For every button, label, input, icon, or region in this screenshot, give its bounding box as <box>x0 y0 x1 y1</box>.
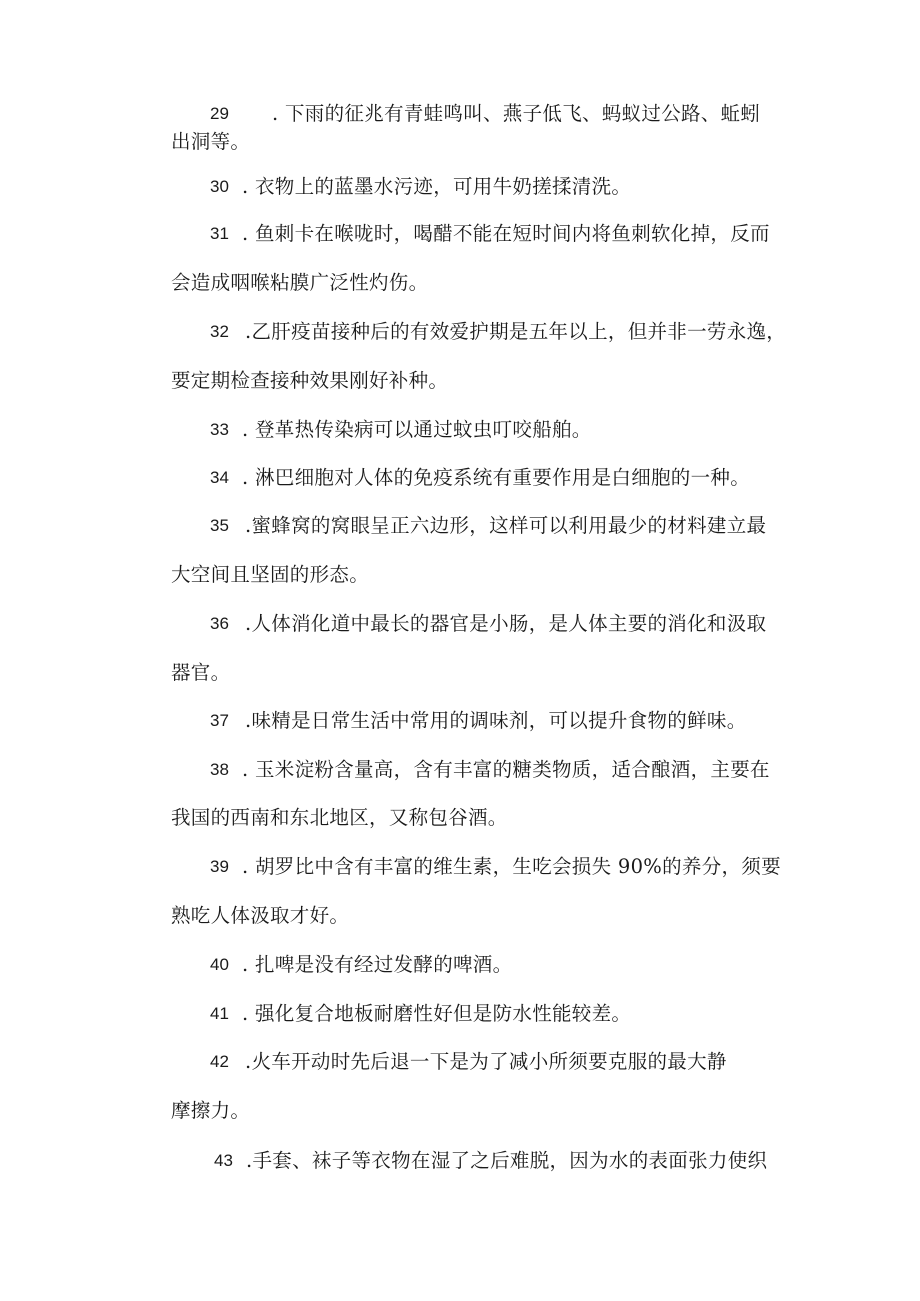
item-text: . 鱼刺卡在喉咙时，喝醋不能在短时间内将鱼刺软化掉，反而 <box>242 222 770 245</box>
item-number: 31 <box>210 224 229 243</box>
list-item <box>0 999 920 1029</box>
list-item <box>0 511 920 541</box>
item-continuation-line <box>0 1096 920 1126</box>
item-continuation: 要定期检查接种效果刚好补种。 <box>171 369 449 392</box>
item-number: 34 <box>210 468 229 487</box>
item-number: 35 <box>210 516 229 535</box>
item-text: . 淋巴细胞对人体的免疫系统有重要作用是白细胞的一种。 <box>242 466 750 489</box>
list-item <box>0 1047 920 1077</box>
item-text: .乙肝疫苗接种后的有效爱护期是五年以上，但并非一劳永逸， <box>245 320 787 343</box>
item-continuation: 熟吃人体汲取才好。 <box>171 904 350 927</box>
item-number: 33 <box>210 420 229 439</box>
list-item <box>0 852 920 882</box>
item-continuation: 会造成咽喉粘膜广泛性灼伤。 <box>171 271 429 294</box>
item-continuation: 大空间且坚固的形态。 <box>171 563 370 586</box>
item-text: . 胡罗比中含有丰富的维生素，生吃会损失 90%的养分，须要 <box>242 855 781 878</box>
item-number: 43 <box>214 1151 233 1170</box>
list-item <box>0 706 920 736</box>
item-continuation-line <box>0 366 920 396</box>
item-text: .人体消化道中最长的器官是小肠，是人体主要的消化和汲取 <box>245 612 767 635</box>
item-text: .味精是日常生活中常用的调味剂，可以提升食物的鲜味。 <box>245 709 747 732</box>
list-item <box>0 172 920 202</box>
item-text: . 强化复合地板耐磨性好但是防水性能较差。 <box>242 1002 632 1025</box>
list-item <box>0 950 920 980</box>
item-continuation-line <box>0 803 920 833</box>
item-text: . 下雨的征兆有青蛙鸣叫、燕子低飞、蚂蚁过公路、蚯蚓 <box>272 102 761 125</box>
item-text: .手套、袜子等衣物在湿了之后难脱，因为水的表面张力使织 <box>246 1149 768 1172</box>
item-number: 36 <box>210 614 229 633</box>
item-text: . 登革热传染病可以通过蚊虫叮咬船舶。 <box>242 418 592 441</box>
item-number: 32 <box>210 322 229 341</box>
item-text: .蜜蜂窝的窝眼呈正六边形，这样可以利用最少的材料建立最 <box>245 514 767 537</box>
item-number: 41 <box>210 1004 229 1023</box>
item-continuation-line <box>0 127 920 157</box>
list-item <box>0 1146 920 1176</box>
item-number: 29 <box>210 104 229 123</box>
item-continuation: 摩擦力。 <box>171 1099 251 1122</box>
item-number: 30 <box>210 177 229 196</box>
list-item <box>0 609 920 639</box>
list-item <box>0 99 920 129</box>
item-number: 39 <box>210 857 229 876</box>
item-continuation-line <box>0 560 920 590</box>
list-item <box>0 755 920 785</box>
item-continuation-line <box>0 658 920 688</box>
item-continuation: 器官。 <box>171 661 231 684</box>
list-item <box>0 463 920 493</box>
item-number: 40 <box>210 955 229 974</box>
item-continuation-line <box>0 268 920 298</box>
item-text: .火车开动时先后退一下是为了减小所须要克服的最大静 <box>245 1050 727 1073</box>
item-text: . 扎啤是没有经过发酵的啤酒。 <box>242 953 513 976</box>
list-item <box>0 415 920 445</box>
list-item <box>0 219 920 249</box>
item-text: . 衣物上的蓝墨水污迹，可用牛奶搓揉清洗。 <box>242 175 632 198</box>
item-continuation-line <box>0 901 920 931</box>
item-text: . 玉米淀粉含量高，含有丰富的糖类物质，适合酿酒，主要在 <box>242 758 770 781</box>
item-continuation: 我国的西南和东北地区，又称包谷酒。 <box>171 806 508 829</box>
item-number: 38 <box>210 760 229 779</box>
list-item <box>0 317 920 347</box>
item-number: 42 <box>210 1052 229 1071</box>
item-continuation: 出洞等。 <box>171 130 251 153</box>
item-number: 37 <box>210 711 229 730</box>
